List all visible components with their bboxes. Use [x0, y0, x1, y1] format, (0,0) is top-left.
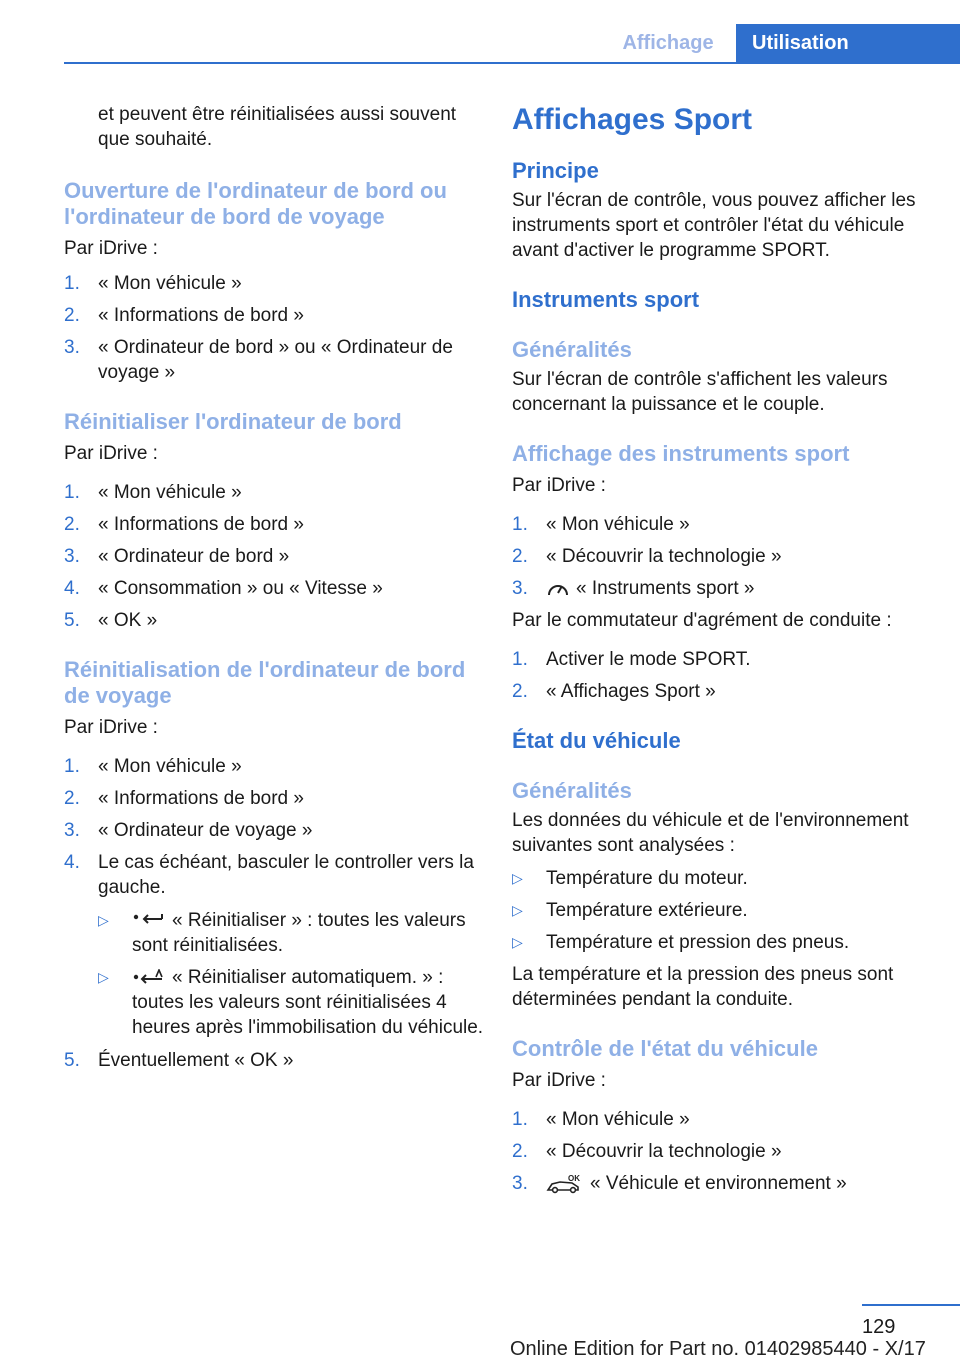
intro-line-2: que souhaité.: [98, 129, 213, 150]
gen2-bullets: [512, 866, 918, 955]
principe-title: Principe: [512, 158, 599, 183]
principe-text: Sur l'écran de contrôle, vous pouvez afficher les instruments sport et contrôler l'état du véhicule avant d'activer le programme SPORT.: [512, 190, 916, 261]
edition-line: Online Edition for Part no. 01402985440 - X/17: [510, 1338, 926, 1360]
aff-lead-2: Par le commutateur d'agrément de conduite :: [512, 610, 892, 631]
page-number: 129: [862, 1316, 896, 1338]
instruments-title: Instruments sport: [512, 287, 700, 312]
list-item: ▷ Température et pression des pneus.: [512, 932, 850, 953]
list-item: 3. « Ordinateur de voyage »: [64, 820, 313, 841]
s2-steps: [64, 480, 484, 633]
list-item: 1. « Mon véhicule »: [64, 756, 242, 777]
page-title: Affichages Sport: [512, 103, 753, 136]
tab-utilisation: Utilisation: [736, 24, 960, 62]
list-item: 3. « Ordinateur de bord » ou « Ordinateur de voyage »: [64, 337, 453, 383]
list-item: 2. « Découvrir la technologie »: [512, 1141, 782, 1162]
footer-rule: [862, 1304, 960, 1306]
list-item: 3. « Instruments sport »: [512, 578, 755, 599]
s2-lead: Par iDrive :: [64, 443, 158, 464]
s3-sub-options: [64, 908, 484, 1040]
list-item: 4. « Consommation » ou « Vitesse »: [64, 578, 383, 599]
list-item: ▷ « Réinitialiser » : toutes les valeurs sont réinitialisées.: [98, 910, 466, 956]
s3-last-step: [64, 1048, 484, 1073]
list-item: 1. « Mon véhicule »: [64, 482, 242, 503]
section-reset-computer: Réinitialiser l'ordinateur de bord: [64, 409, 402, 434]
header-tabs: [600, 24, 960, 62]
s3-steps: [64, 754, 484, 900]
section-reset-trip-computer: Réinitialisation de l'ordinateur de bord de voyage: [64, 657, 466, 708]
list-item: 1. « Mon véhicule »: [512, 514, 690, 535]
intro-line-1: et peuvent être réinitialisées aussi souvent: [98, 104, 457, 125]
list-item: 2. « Informations de bord »: [64, 788, 304, 809]
list-item: 2. « Informations de bord »: [64, 305, 304, 326]
list-item: ▷ Température du moteur.: [512, 868, 748, 889]
list-item: 1. Activer le mode SPORT.: [512, 649, 751, 670]
s1-lead: Par iDrive :: [64, 238, 158, 259]
list-item: 1. « Mon véhicule »: [512, 1109, 690, 1130]
s3-lead: Par iDrive :: [64, 717, 158, 738]
list-item: 5. « OK »: [64, 610, 158, 631]
etat-title: État du véhicule: [512, 728, 681, 753]
reset-icon: [132, 912, 166, 930]
list-item: 2. « Informations de bord »: [64, 514, 304, 535]
list-item: 3. OK « Véhicule et environnement »: [512, 1173, 847, 1194]
affichage-instruments-title: Affichage des instruments sport: [512, 441, 850, 466]
s1-steps: [64, 271, 484, 385]
list-item: 3. « Ordinateur de bord »: [64, 546, 290, 567]
list-item: 2. « Affichages Sport »: [512, 681, 716, 702]
ctrl-lead: Par iDrive :: [512, 1070, 606, 1091]
generalites-2-title: Généralités: [512, 778, 632, 803]
list-item: ▷ « Réinitialiser automatiquem. » : toutes les valeurs sont réinitialisées 4 heures après l'immobilisation du véhicule.: [98, 967, 484, 1038]
list-item: 1. « Mon véhicule »: [64, 273, 242, 294]
car-ok-icon: [546, 1174, 584, 1194]
list-item: 5. Éventuellement « OK »: [64, 1050, 294, 1071]
gen2-after: La température et la pression des pneus sont déterminées pendant la conduite.: [512, 964, 894, 1010]
aff-lead: Par iDrive :: [512, 475, 606, 496]
section-open-trip-computer: Ouverture de l'ordinateur de bord ou l'ordinateur de bord de voyage: [64, 178, 447, 229]
gauge-icon: [546, 579, 570, 599]
generalites-2-text: Les données du véhicule et de l'environnement suivantes sont analysées :: [512, 810, 909, 856]
ctrl-steps: [512, 1107, 918, 1196]
svg-text:OK: OK: [568, 1173, 580, 1183]
generalites-1-text: Sur l'écran de contrôle s'affichent les valeurs concernant la puissance et le couple.: [512, 369, 888, 415]
list-item: ▷ Température extérieure.: [512, 900, 748, 921]
left-column: [64, 102, 484, 1073]
right-column: [512, 102, 918, 1196]
list-item: 2. « Découvrir la technologie »: [512, 546, 782, 567]
generalites-1-title: Généralités: [512, 337, 632, 362]
list-item: 4. Le cas échéant, basculer le controller vers la gauche.: [64, 852, 474, 898]
header-rule: [64, 62, 960, 64]
aff-steps: [512, 512, 918, 601]
tab-affichage: Affichage: [622, 31, 714, 54]
aff-steps-2: [512, 647, 918, 704]
auto-reset-icon: [132, 969, 166, 987]
controle-title: Contrôle de l'état du véhicule: [512, 1036, 818, 1061]
